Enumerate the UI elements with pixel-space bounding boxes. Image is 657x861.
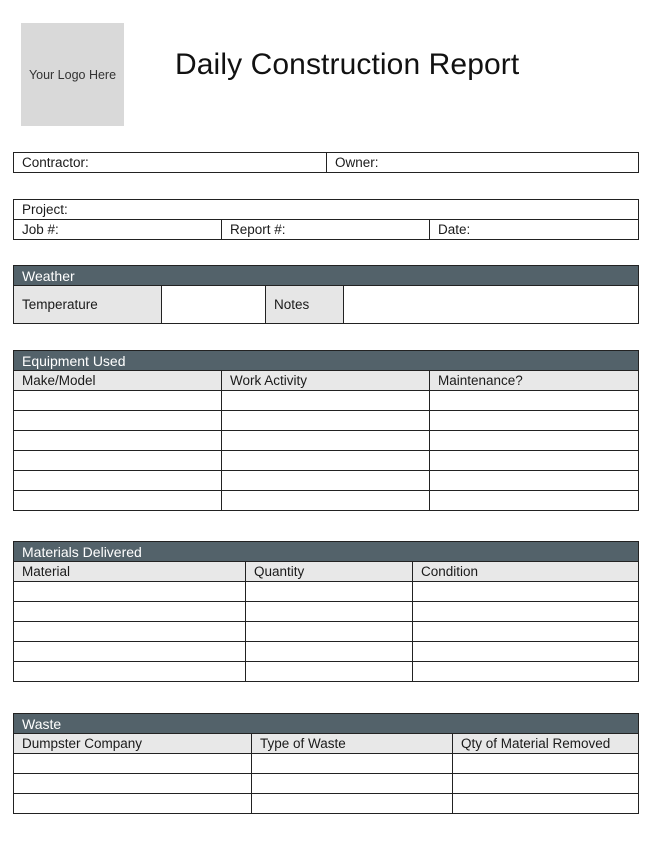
table-cell[interactable] <box>430 391 639 411</box>
logo-placeholder <box>21 23 124 126</box>
table-cell[interactable] <box>14 451 222 471</box>
table-cell[interactable] <box>14 602 246 622</box>
table-cell[interactable] <box>14 662 246 682</box>
table-cell[interactable] <box>222 491 430 511</box>
table-cell[interactable] <box>430 451 639 471</box>
table-cell[interactable] <box>222 391 430 411</box>
table-cell[interactable] <box>430 491 639 511</box>
notes-label: Notes <box>266 286 344 324</box>
column-header-condition: Condition <box>413 562 639 582</box>
table-cell[interactable] <box>14 411 222 431</box>
notes-input[interactable] <box>344 286 639 324</box>
table-row <box>14 491 639 511</box>
table-row <box>14 391 639 411</box>
table-row <box>14 431 639 451</box>
table-row <box>14 471 639 491</box>
table-row <box>14 794 639 814</box>
equipment-table <box>13 350 639 511</box>
weather-section-header: Weather <box>14 266 639 286</box>
column-header-qty-removed: Qty of Material Removed <box>453 734 639 754</box>
column-header-work-activity: Work Activity <box>222 371 430 391</box>
table-cell[interactable] <box>252 794 453 814</box>
table-cell[interactable] <box>14 622 246 642</box>
table-cell[interactable] <box>430 411 639 431</box>
table-cell[interactable] <box>14 642 246 662</box>
table-cell[interactable] <box>14 471 222 491</box>
table-cell[interactable] <box>222 471 430 491</box>
table-row <box>14 602 639 622</box>
temperature-label: Temperature <box>14 286 162 324</box>
table-cell[interactable] <box>453 794 639 814</box>
table-cell[interactable] <box>222 411 430 431</box>
waste-table <box>13 713 639 814</box>
table-cell[interactable] <box>430 471 639 491</box>
date-field[interactable]: Date: <box>430 220 639 240</box>
table-cell[interactable] <box>246 582 413 602</box>
table-cell[interactable] <box>453 754 639 774</box>
table-row <box>14 754 639 774</box>
table-cell[interactable] <box>14 794 252 814</box>
table-row <box>14 662 639 682</box>
table-cell[interactable] <box>413 622 639 642</box>
job-number-field[interactable]: Job #: <box>14 220 222 240</box>
equipment-section-header: Equipment Used <box>14 351 639 371</box>
project-table <box>13 199 639 240</box>
temperature-input[interactable] <box>162 286 266 324</box>
materials-section-header: Materials Delivered <box>14 542 639 562</box>
logo-text: Your Logo Here <box>28 67 117 82</box>
table-cell[interactable] <box>246 602 413 622</box>
column-header-dumpster-company: Dumpster Company <box>14 734 252 754</box>
project-field[interactable]: Project: <box>14 200 639 220</box>
table-cell[interactable] <box>413 582 639 602</box>
contractor-field[interactable]: Contractor: <box>14 153 327 173</box>
page-title: Daily Construction Report <box>175 48 520 81</box>
table-row <box>14 411 639 431</box>
table-cell[interactable] <box>252 774 453 794</box>
table-cell[interactable] <box>14 582 246 602</box>
table-cell[interactable] <box>222 431 430 451</box>
table-cell[interactable] <box>453 774 639 794</box>
table-row <box>14 642 639 662</box>
table-cell[interactable] <box>14 754 252 774</box>
table-cell[interactable] <box>222 451 430 471</box>
column-header-make-model: Make/Model <box>14 371 222 391</box>
materials-table <box>13 541 639 682</box>
table-cell[interactable] <box>252 754 453 774</box>
table-row <box>14 622 639 642</box>
table-cell[interactable] <box>246 662 413 682</box>
waste-section-header: Waste <box>14 714 639 734</box>
parties-table <box>13 152 639 173</box>
column-header-maintenance: Maintenance? <box>430 371 639 391</box>
table-cell[interactable] <box>413 642 639 662</box>
table-cell[interactable] <box>413 602 639 622</box>
column-header-material: Material <box>14 562 246 582</box>
table-cell[interactable] <box>430 431 639 451</box>
table-cell[interactable] <box>246 622 413 642</box>
table-cell[interactable] <box>14 431 222 451</box>
table-cell[interactable] <box>413 662 639 682</box>
report-number-field[interactable]: Report #: <box>222 220 430 240</box>
column-header-type-of-waste: Type of Waste <box>252 734 453 754</box>
table-row <box>14 774 639 794</box>
column-header-quantity: Quantity <box>246 562 413 582</box>
table-cell[interactable] <box>14 491 222 511</box>
owner-field[interactable]: Owner: <box>327 153 639 173</box>
table-row <box>14 582 639 602</box>
weather-table <box>13 265 639 324</box>
table-row <box>14 451 639 471</box>
table-cell[interactable] <box>14 774 252 794</box>
table-cell[interactable] <box>246 642 413 662</box>
table-cell[interactable] <box>14 391 222 411</box>
